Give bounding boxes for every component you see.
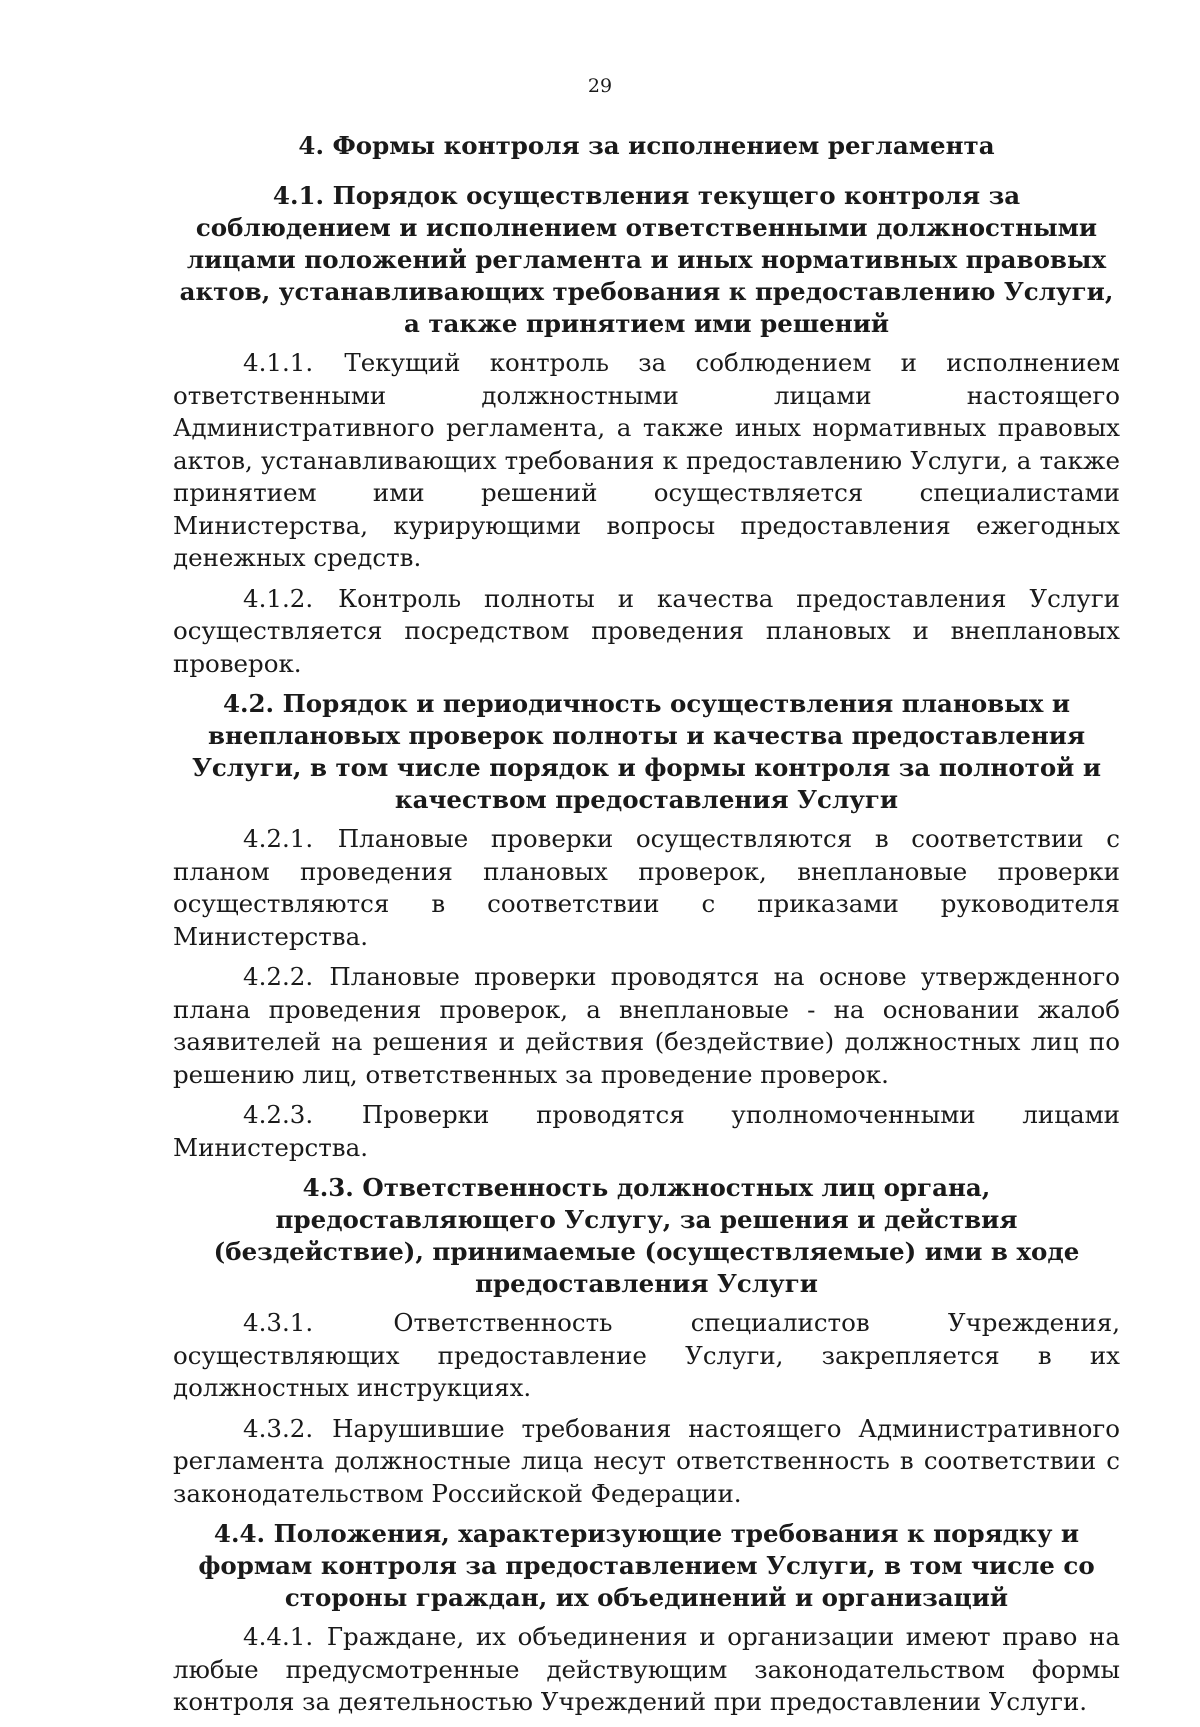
paragraph-number: 4.1.1.: [243, 348, 314, 377]
paragraph-text: Ответственность специалистов Учреждения, осуществляющих предоставление Услуги, закрепляется в их должностных инструкциях.: [173, 1308, 1121, 1402]
paragraph-text: Проверки проводятся уполномоченными лицами Министерства.: [173, 1100, 1120, 1162]
section-heading-4-2: 4.2. Порядок и периодичность осуществления плановых и внеплановых проверок полноты и качества предоставления Услуги, в том числе порядок и формы контроля за полнотой и качеством предоставления Услуги: [191, 689, 1102, 814]
paragraph-4-1-2: [173, 583, 1120, 681]
paragraph-number: 4.2.1.: [243, 824, 314, 853]
paragraph-text: Плановые проверки осуществляются в соответствии с планом проведения плановых проверок, внеплановые проверки осуществляются в соответствии с приказами руководителя Министерства.: [173, 824, 1120, 951]
paragraph-4-2-3: [173, 1099, 1120, 1164]
paragraph-text: Нарушившие требования настоящего Административного регламента должностные лица несут ответственность в соответствии с законодательством Российской Федерации.: [173, 1413, 1120, 1508]
paragraph-text: Плановые проверки проводятся на основе утвержденного плана проведения проверок, а внеплановые - на основании жалоб заявителей на решения и действия (бездействие) должностных лиц по решению лиц, ответственных за проведение проверок.: [173, 962, 1120, 1089]
paragraph-number: 4.3.1.: [243, 1308, 314, 1337]
section-heading-4-3: 4.3. Ответственность должностных лиц органа, предоставляющего Услугу, за решения и действия (бездействие), принимаемые (осуществляемые) ими в ходе предоставления Услуги: [213, 1173, 1080, 1298]
paragraph-number: 4.3.2.: [243, 1413, 314, 1443]
paragraph-number: 4.2.2.: [243, 962, 314, 991]
paragraph-4-1-1: [173, 347, 1120, 575]
paragraph-number: 4.4.1.: [243, 1622, 314, 1651]
chapter-title: 4. Формы контроля за исполнением регламента: [298, 131, 995, 160]
paragraph-text: Граждане, их объединения и организации имеют право на любые предусмотренные действующим законодательством формы контроля за деятельностью Учреждений при предоставлении Услуги.: [173, 1622, 1120, 1716]
paragraph-4-2-1: [173, 823, 1120, 953]
paragraph-number: 4.2.3.: [243, 1100, 314, 1129]
paragraph-4-2-2: [173, 961, 1120, 1091]
paragraph-text: Контроль полноты и качества предоставления Услуги осуществляется посредством проведения плановых и внеплановых проверок.: [173, 583, 1120, 678]
section-heading-4-4: 4.4. Положения, характеризующие требования к порядку и формам контроля за предоставлением Услуги, в том числе со стороны граждан, их объединений и организаций: [198, 1519, 1095, 1612]
paragraph-number: 4.1.2.: [243, 583, 314, 613]
document-body: [173, 130, 1120, 1727]
paragraph-4-4-1: [173, 1621, 1120, 1719]
section-heading-4-1: 4.1. Порядок осуществления текущего контроля за соблюдением и исполнением ответственными должностными лицами положений регламента и иных нормативных правовых актов, устанавливающих требования к предоставлению Услуги, а также принятием ими решений: [179, 181, 1114, 338]
page-number: 29: [587, 75, 613, 97]
paragraph-4-3-1: [173, 1307, 1120, 1405]
paragraph-4-3-2: [173, 1413, 1120, 1511]
paragraph-text: Текущий контроль за соблюдением и исполнением ответственными должностными лицами настоящего Административного регламента, а также иных нормативных правовых актов, устанавливающих требования к предоставлению Услуги, а также принятием ими решений осуществляется специалистами Министерства, курирующими вопросы предоставления ежегодных денежных средств.: [173, 348, 1120, 572]
